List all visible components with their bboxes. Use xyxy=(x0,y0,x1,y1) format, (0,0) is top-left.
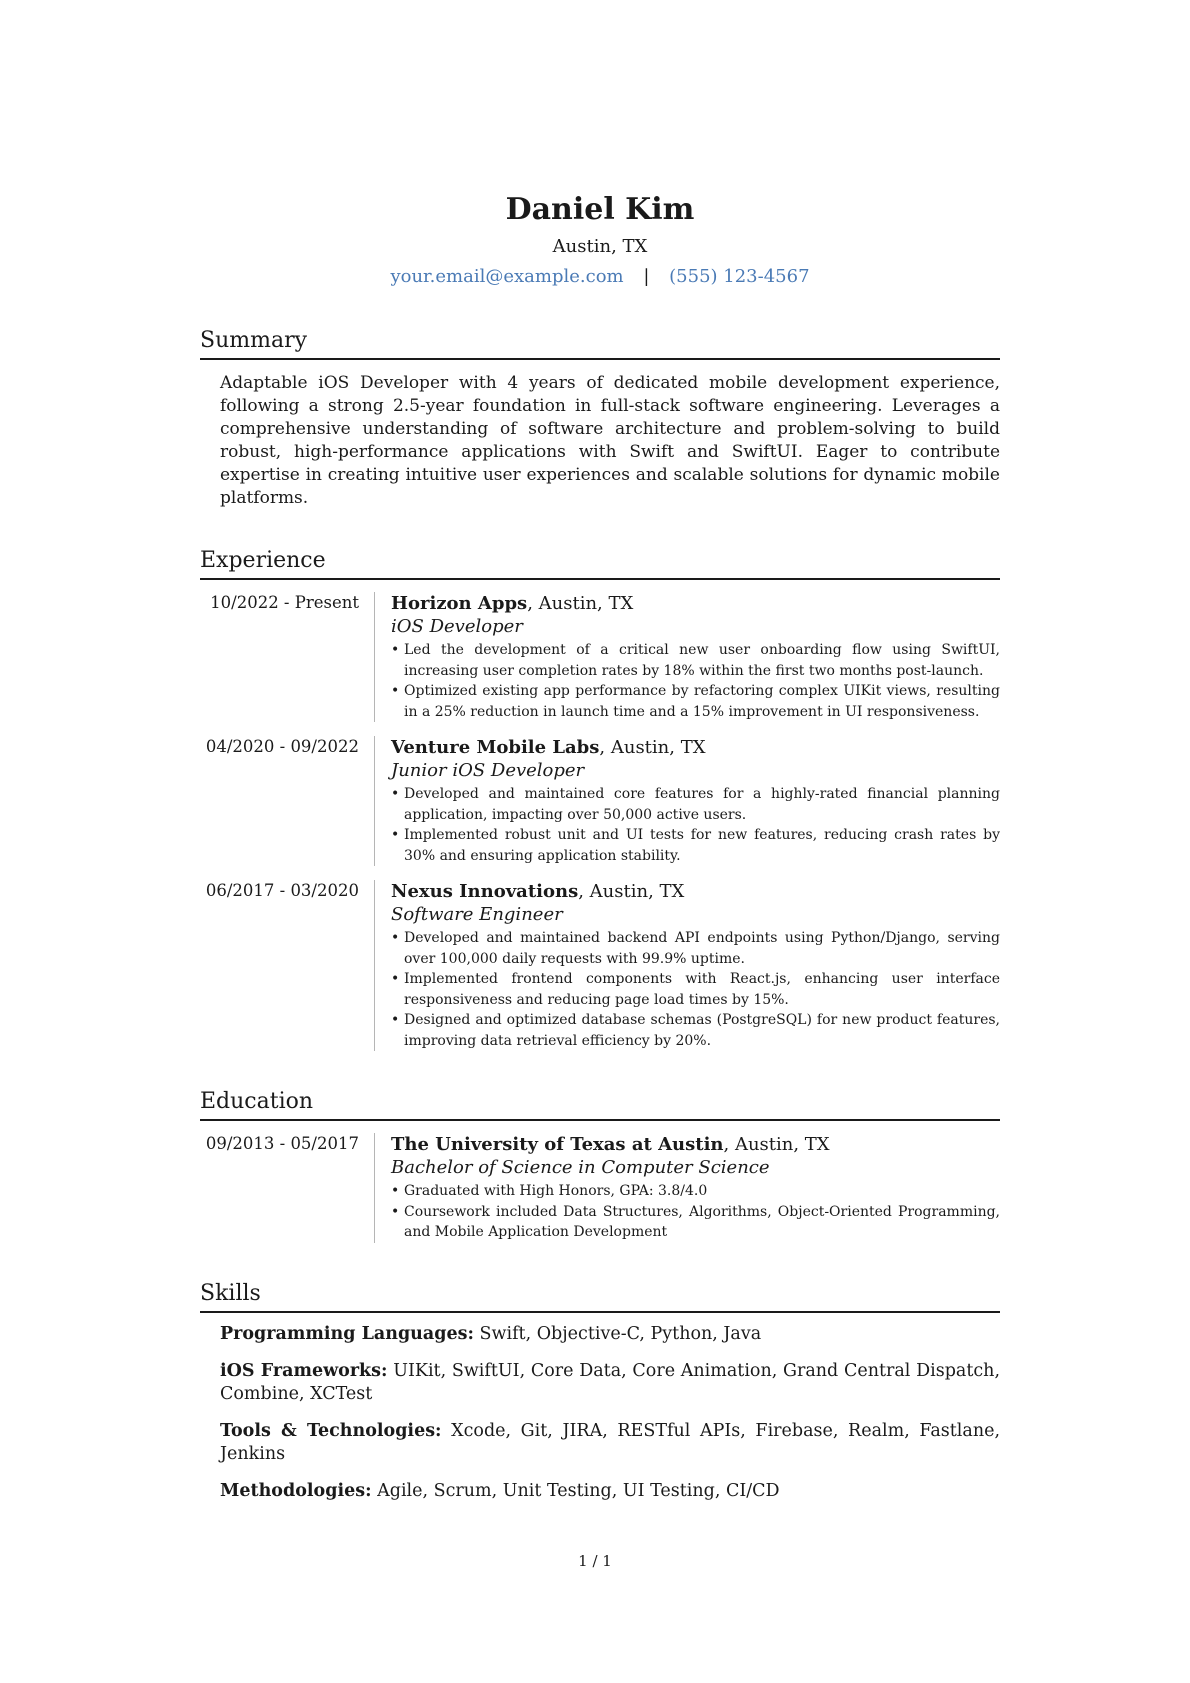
organization-name: Venture Mobile Labs xyxy=(391,737,600,758)
email-link[interactable]: your.email@example.com xyxy=(390,266,624,287)
skill-row xyxy=(220,1480,1000,1503)
summary-section xyxy=(200,326,1000,510)
entry-body xyxy=(374,880,1000,1051)
skill-row xyxy=(220,1420,1000,1466)
bullet-item xyxy=(391,1010,1000,1051)
bullet-list xyxy=(391,928,1000,1051)
education-list xyxy=(200,1133,1000,1243)
bullet-item xyxy=(391,825,1000,866)
resume-page xyxy=(200,190,1000,1517)
skill-label: iOS Frameworks: xyxy=(220,1360,388,1381)
skill-row xyxy=(220,1360,1000,1406)
skill-values: Swift, Objective-C, Python, Java xyxy=(473,1323,762,1344)
skills-list xyxy=(220,1323,1000,1503)
skill-values: Xcode, Git, JIRA, RESTful APIs, Firebase, Realm, Fastlane, Jenkins xyxy=(220,1420,1001,1464)
candidate-name: Daniel Kim xyxy=(505,192,695,227)
bullet-icon: • xyxy=(391,642,400,658)
bullet-list xyxy=(391,640,1000,722)
bullet-text: Optimized existing app performance by refactoring complex UIKit views, resulting in a 25% reduction in launch time and a 15% improvement in UI responsiveness. xyxy=(404,683,1000,720)
entry-body xyxy=(374,592,1000,722)
bullet-item xyxy=(391,1202,1000,1243)
resume-header xyxy=(200,190,1000,290)
candidate-location: Austin, TX xyxy=(552,236,648,257)
summary-text: Adaptable iOS Developer with 4 years of dedicated mobile development experience, following a strong 2.5-year foundation in full-stack software engineering. Leverages a comprehensive understanding of software architecture and problem-solving to build robust, high-performance applications with Swift and SwiftUI. Eager to contribute expertise in creating intuitive user experiences and scalable solutions for dynamic mobile platforms. xyxy=(220,373,1000,508)
bullet-item xyxy=(391,1181,1000,1202)
organization-name: Nexus Innovations xyxy=(391,881,579,902)
experience-entry xyxy=(200,736,1000,866)
contact-separator: | xyxy=(643,266,650,287)
organization-name: Horizon Apps xyxy=(391,593,528,614)
bullet-text: Developed and maintained core features for a highly-rated financial planning application, impacting over 50,000 active users. xyxy=(404,786,1000,823)
bullet-text: Implemented robust unit and UI tests for new features, reducing crash rates by 30% and ensuring application stability. xyxy=(404,827,1000,864)
entry-date: 04/2020 - 09/2022 xyxy=(205,737,359,756)
experience-section xyxy=(200,546,1000,1051)
education-entry xyxy=(200,1133,1000,1243)
entry-date: 09/2013 - 05/2017 xyxy=(205,1134,359,1153)
experience-heading: Experience xyxy=(200,546,1000,580)
education-section xyxy=(200,1087,1000,1243)
skill-label: Tools & Technologies: xyxy=(220,1420,442,1441)
entry-heading xyxy=(391,1133,1000,1156)
entry-heading xyxy=(391,880,1000,903)
entry-body xyxy=(374,1133,1000,1243)
bullet-item xyxy=(391,640,1000,681)
skill-values: UIKit, SwiftUI, Core Data, Core Animation, Grand Central Dispatch, Combine, XCTest xyxy=(220,1360,1001,1404)
entry-role: Bachelor of Science in Computer Science xyxy=(391,1157,770,1178)
entry-role: Software Engineer xyxy=(391,904,563,925)
bullet-list xyxy=(391,784,1000,866)
organization-location: , Austin, TX xyxy=(723,1134,830,1155)
bullet-item xyxy=(391,681,1000,722)
entry-heading xyxy=(391,736,1000,759)
bullet-icon: • xyxy=(391,683,400,699)
experience-entry xyxy=(200,880,1000,1051)
organization-location: , Austin, TX xyxy=(578,881,685,902)
summary-heading: Summary xyxy=(200,326,1000,360)
organization-name: The University of Texas at Austin xyxy=(391,1134,724,1155)
bullet-icon: • xyxy=(391,786,400,802)
bullet-icon: • xyxy=(391,1203,400,1220)
bullet-icon: • xyxy=(391,930,400,946)
bullet-list xyxy=(391,1181,1000,1243)
entry-body xyxy=(374,736,1000,866)
organization-location: , Austin, TX xyxy=(527,593,634,614)
skill-row xyxy=(220,1323,1000,1346)
bullet-icon: • xyxy=(391,827,400,843)
bullet-item xyxy=(391,928,1000,969)
skill-label: Methodologies: xyxy=(220,1480,372,1501)
entry-heading xyxy=(391,592,1000,615)
page-number: 1 / 1 xyxy=(578,1552,612,1570)
entry-date: 10/2022 - Present xyxy=(210,593,359,612)
bullet-text: Designed and optimized database schemas (PostgreSQL) for new product features, improving data retrieval efficiency by 20%. xyxy=(404,1012,1000,1049)
bullet-text: Implemented frontend components with React.js, enhancing user interface responsiveness and reducing page load times by 15%. xyxy=(404,971,1000,1008)
bullet-text: Led the development of a critical new user onboarding flow using SwiftUI, increasing user completion rates by 18% within the first two months post-launch. xyxy=(404,642,1000,679)
bullet-text: Graduated with High Honors, GPA: 3.8/4.0 xyxy=(404,1183,708,1199)
bullet-icon: • xyxy=(391,1183,400,1199)
bullet-item xyxy=(391,784,1000,825)
entry-role: iOS Developer xyxy=(391,616,523,637)
bullet-text: Developed and maintained backend API endpoints using Python/Django, serving over 100,000 daily requests with 99.9% uptime. xyxy=(404,930,1000,967)
experience-list xyxy=(200,592,1000,1051)
entry-role: Junior iOS Developer xyxy=(391,760,585,781)
contact-line xyxy=(200,264,1000,290)
skill-label: Programming Languages: xyxy=(220,1323,474,1344)
bullet-item xyxy=(391,969,1000,1010)
skill-values: Agile, Scrum, Unit Testing, UI Testing, CI/CD xyxy=(371,1480,780,1501)
skills-section xyxy=(200,1279,1000,1503)
skills-heading: Skills xyxy=(200,1279,1000,1313)
education-heading: Education xyxy=(200,1087,1000,1121)
phone-link[interactable]: (555) 123-4567 xyxy=(669,266,810,287)
bullet-icon: • xyxy=(391,1012,400,1028)
bullet-icon: • xyxy=(391,971,400,987)
bullet-text: Coursework included Data Structures, Algorithms, Object-Oriented Programming, and Mobile Application Development xyxy=(404,1203,1000,1240)
entry-date: 06/2017 - 03/2020 xyxy=(205,881,359,900)
organization-location: , Austin, TX xyxy=(599,737,706,758)
experience-entry xyxy=(200,592,1000,722)
